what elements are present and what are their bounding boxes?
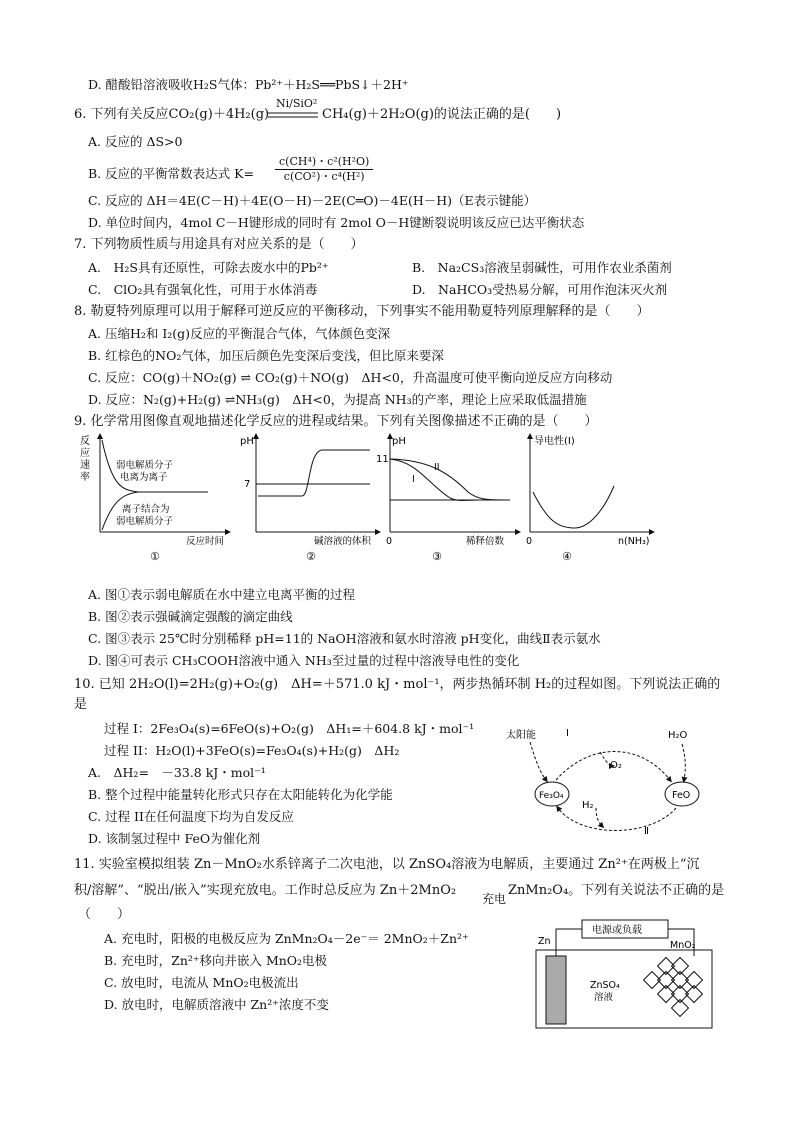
q7-stem: 7. 下列物质性质与用途具有对应关系的是（ ） bbox=[74, 237, 364, 252]
graph-1-ylabel-2: 应 bbox=[80, 448, 90, 459]
q7-option-c: C. ClO₂具有强氧化性，可用于水体消毒 bbox=[88, 282, 318, 297]
graph-2-ylabel: pH bbox=[240, 436, 254, 447]
q10-fig-o2: O₂ bbox=[610, 760, 622, 771]
q8-option-b: B. 红棕色的NO₂气体，加压后颜色先变深后变浅，但比原来要深 bbox=[88, 348, 444, 363]
q9-graphs bbox=[78, 432, 658, 564]
q10-fig-h2o: H₂O bbox=[668, 730, 688, 741]
q6-stem-part1: 6. 下列有关反应CO₂(g)＋4H₂(g) bbox=[74, 107, 270, 122]
graph-1 bbox=[80, 434, 228, 563]
q11-stem-line2-part2: ZnMn₂O₄。下列有关说法不正确的是 bbox=[508, 883, 725, 898]
q11-fig-source: 电源或负载 bbox=[592, 925, 642, 936]
graph-3-ylabel: pH bbox=[392, 436, 406, 447]
q6-equilibrium-fraction bbox=[275, 155, 373, 184]
graph-3-tick-11: 11 bbox=[376, 454, 389, 465]
graph-1-number: ① bbox=[150, 550, 160, 563]
q10-stem-line1: 10. 已知 2H₂O(l)=2H₂(g)+O₂(g) ΔH=＋571.0 kJ・mol⁻¹，两步热循环制 H₂的过程如图。下列说法正确的 bbox=[74, 677, 721, 692]
graph-1-ylabel-4: 率 bbox=[80, 472, 90, 483]
q8-stem: 8. 勒夏特列原理可以用于解释可逆反应的平衡移动，下列事实不能用勒夏特列原理解释的是（ ） bbox=[74, 304, 650, 319]
q11-option-c: C. 放电时，电流从 MnO₂电极流出 bbox=[104, 975, 299, 990]
graph-4-origin: 0 bbox=[526, 536, 533, 547]
q8-option-a: A. 压缩H₂和 I₂(g)反应的平衡混合气体，气体颜色变深 bbox=[88, 326, 391, 341]
q9-option-b: B. 图②表示强碱滴定强酸的滴定曲线 bbox=[88, 609, 293, 624]
q11-battery-diagram bbox=[532, 916, 722, 1032]
graph-3 bbox=[376, 436, 518, 563]
q10-fig-sun: 太阳能 bbox=[506, 730, 536, 741]
q11-fig-mno2-label: MnO₂ bbox=[670, 940, 696, 951]
graph-4-xlabel: n(NH₃) bbox=[618, 536, 650, 547]
graph-4 bbox=[526, 434, 652, 563]
q6-arrow-icon bbox=[268, 111, 318, 119]
q11-charge-label: 充电 bbox=[482, 892, 507, 906]
q6-fraction-numerator: c(CH⁴)・c²(H²O) bbox=[275, 155, 373, 170]
q8-option-d: D. 反应：N₂(g)+H₂(g) ⇌NH₃(g) ΔH<0，为提高 NH₃的产率，理论上应采取低温措施 bbox=[88, 392, 587, 407]
q7-option-a: A. H₂S具有还原性，可除去废水中的Pb²⁺ bbox=[88, 260, 329, 275]
graph-2-xlabel: 碱溶液的体积 bbox=[314, 536, 372, 547]
graph-1-ylabel-1: 反 bbox=[80, 436, 90, 447]
q9-option-d: D. 图④可表示 CH₃COOH溶液中通入 NH₃至过量的过程中溶液导电性的变化 bbox=[88, 653, 520, 668]
graph-3-number: ③ bbox=[432, 550, 442, 563]
q10-fig-fe3o4: Fe₃O₄ bbox=[539, 791, 564, 801]
graph-1-lower-label-2: 弱电解质分子 bbox=[116, 516, 174, 527]
q10-option-d: D. 该制氢过程中 FeO为催化剂 bbox=[88, 831, 261, 846]
q6-option-d: D. 单位时间内，4mol C－H键形成的同时有 2mol O－H键断裂说明该反应已达平衡状态 bbox=[88, 215, 585, 230]
graph-1-ylabel-3: 速 bbox=[80, 460, 90, 471]
q11-option-a: A. 充电时，阳极的电极反应为 ZnMn₂O₄－2e⁻＝ 2MnO₂＋Zn²⁺ bbox=[104, 931, 469, 946]
graph-1-upper-label-2: 电离为离子 bbox=[120, 472, 168, 483]
q11-stem-line1: 11. 实验室模拟组装 Zn－MnO₂水系锌离子二次电池，以 ZnSO₄溶液为电解质，主要通过 Zn²⁺在两极上“沉 bbox=[74, 857, 700, 872]
q7-option-d: D. NaHCO₃受热易分解，可用作泡沫灭火剂 bbox=[412, 282, 668, 297]
q11-option-b: B. 充电时，Zn²⁺移向并嵌入 MnO₂电极 bbox=[104, 953, 328, 968]
q6-fraction-denominator: c(CO²)・c⁴(H²) bbox=[283, 170, 365, 183]
q10-fig-feo: FeO bbox=[672, 790, 691, 801]
q7-option-b: B. Na₂CS₃溶液呈弱碱性，可用作农业杀菌剂 bbox=[412, 260, 672, 275]
q10-process-2: 过程 II：H₂O(l)+3FeO(s)=Fe₃O₄(s)+H₂(g) ΔH₂ bbox=[104, 743, 400, 758]
graph-3-curve-2-label: II bbox=[434, 462, 440, 473]
q11-option-d: D. 放电时，电解质溶液中 Zn²⁺浓度不变 bbox=[104, 997, 329, 1012]
q6-catalyst: Ni/SiO² bbox=[276, 97, 318, 110]
q11-mno2-electrode bbox=[644, 958, 703, 1017]
q10-process-1: 过程 I：2Fe₃O₄(s)=6FeO(s)+O₂(g) ΔH₁=＋604.8 kJ・mol⁻¹ bbox=[104, 721, 475, 736]
graph-2-tick-7: 7 bbox=[244, 479, 251, 490]
q6-stem-part2: CH₄(g)＋2H₂O(g)的说法正确的是( ) bbox=[322, 107, 562, 122]
q11-fig-solution-2: 溶液 bbox=[594, 992, 614, 1003]
q9-stem: 9. 化学常用图像直观地描述化学反应的进程或结果。下列有关图像描述不正确的是（ ） bbox=[74, 414, 598, 429]
graph-3-origin: 0 bbox=[386, 536, 393, 547]
q10-stem-line2: 是 bbox=[74, 697, 88, 712]
q11-fig-zn-label: Zn bbox=[538, 936, 551, 947]
q9-option-a: A. 图①表示弱电解质在水中建立电离平衡的过程 bbox=[88, 587, 355, 602]
q10-option-b: B. 整个过程中能量转化形式只存在太阳能转化为化学能 bbox=[88, 787, 393, 802]
q11-stem-line2-part1: 积/溶解”、“脱出/嵌入”实现充放电。工作时总反应为 Zn＋2MnO₂ bbox=[74, 883, 457, 898]
q11-zn-electrode bbox=[546, 956, 566, 1024]
q11-fig-solution-1: ZnSO₄ bbox=[590, 980, 620, 991]
graph-3-xlabel: 稀释倍数 bbox=[466, 536, 505, 547]
q10-option-c: C. 过程 II在任何温度下均为自发反应 bbox=[88, 809, 294, 824]
q10-fig-process-1: I bbox=[566, 728, 569, 739]
graph-4-ylabel: 导电性(I) bbox=[534, 436, 575, 447]
graph-1-xlabel: 反应时间 bbox=[186, 536, 225, 547]
graph-2 bbox=[240, 436, 378, 563]
q9-option-c: C. 图③表示 25℃时分别稀释 pH=11的 NaOH溶液和氨水时溶液 pH变化，曲线Ⅱ表示氨水 bbox=[88, 631, 601, 646]
q11-stem-line3: （ ） bbox=[78, 907, 131, 922]
q6-option-c: C. 反应的 ΔH＝4E(C－H)＋4E(O－H)－2E(C═O)－4E(H－H)（E表示键能） bbox=[88, 193, 537, 208]
q5-option-d: D. 醋酸铅溶液吸收H₂S气体：Pb²⁺＋H₂S══PbS↓＋2H⁺ bbox=[88, 77, 409, 92]
graph-1-upper-label-1: 弱电解质分子 bbox=[116, 460, 174, 471]
q8-option-c: C. 反应：CO(g)＋NO₂(g) ⇌ CO₂(g)＋NO(g) ΔH<0，升高温度可使平衡向逆反应方向移动 bbox=[88, 370, 613, 385]
graph-3-curve-1-label: I bbox=[412, 474, 415, 485]
q10-cycle-diagram bbox=[500, 722, 730, 838]
q10-fig-h2: H₂ bbox=[582, 800, 594, 811]
graph-4-number: ④ bbox=[562, 550, 572, 563]
q10-option-a: A. ΔH₂= －33.8 kJ・mol⁻¹ bbox=[88, 765, 266, 780]
graph-2-number: ② bbox=[306, 550, 316, 563]
q6-option-b-prefix: B. 反应的平衡常数表达式 K= bbox=[88, 166, 254, 181]
q6-option-a: A. 反应的 ΔS>0 bbox=[88, 134, 183, 149]
q10-fig-process-2: Ⅱ bbox=[644, 826, 649, 837]
graph-1-lower-label-1: 离子结合为 bbox=[122, 504, 170, 515]
